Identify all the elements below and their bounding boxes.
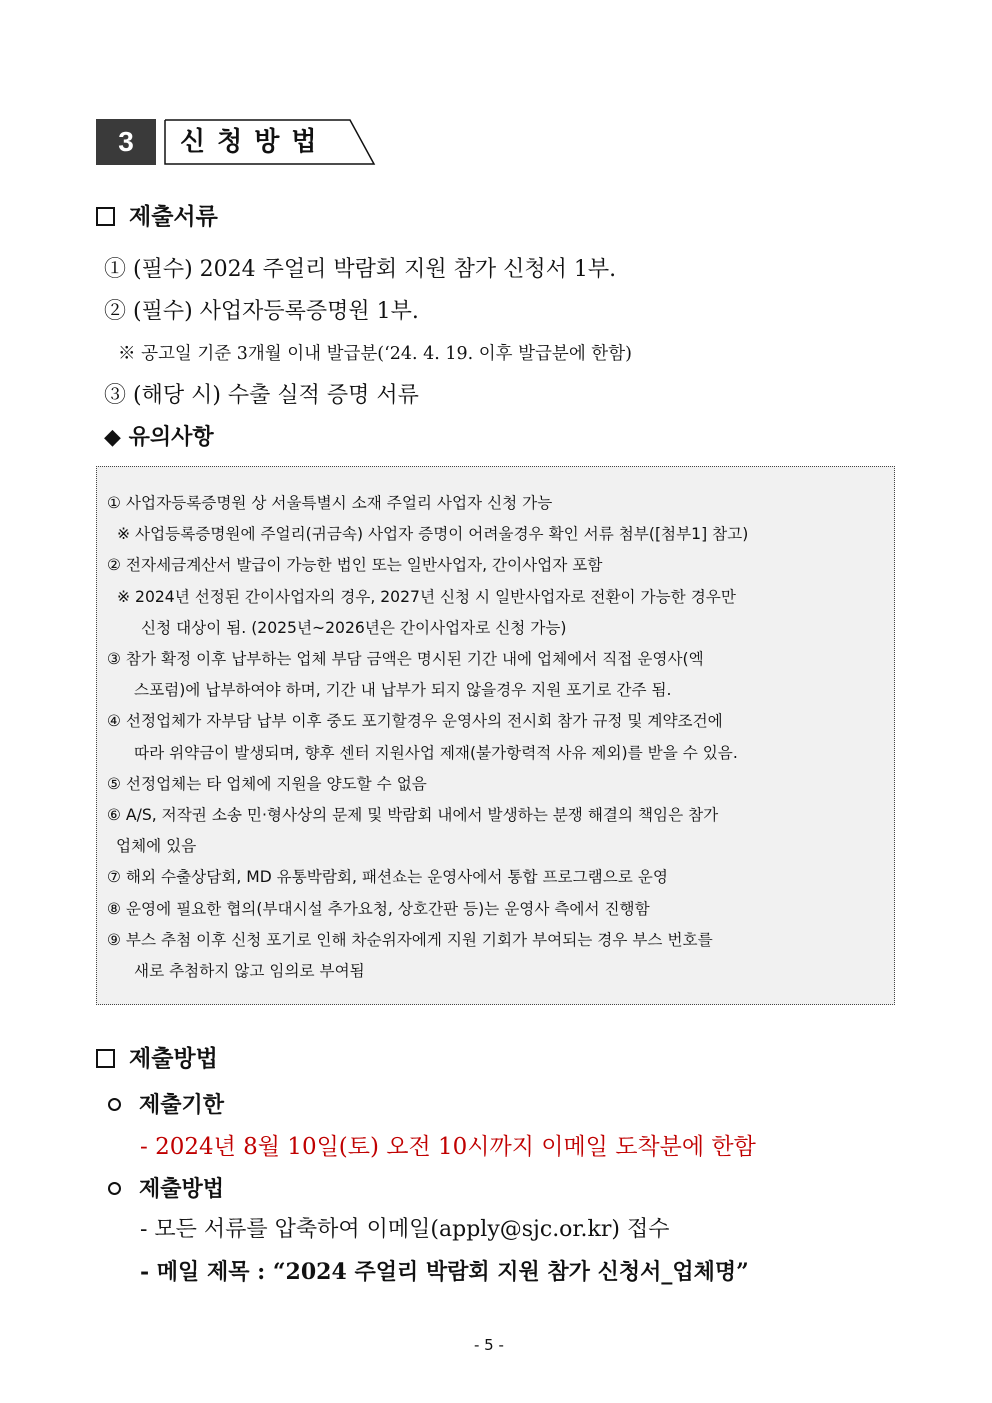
notice-line: ④ 선정업체가 자부담 납부 이후 중도 포기할경우 운영사의 전시회 참가 규정 및 계약조건에 [107, 712, 723, 730]
method-line-1: - 모든 서류를 압축하여 이메일(apply@sjc.or.kr) 접수 [140, 1217, 670, 1242]
checkbox-icon [96, 1049, 115, 1068]
notice-line: 따라 위약금이 발생되며, 향후 센터 지원사업 제재(불가항력적 사유 제외)를 받을 수 있음. [134, 744, 738, 762]
notice-line: 업체에 있음 [116, 837, 197, 855]
deadline-text: - 2024년 8월 10일(토) 오전 10시까지 이메일 도착분에 한함 [140, 1134, 756, 1160]
docs-item-note: ※ 공고일 기준 3개월 이내 발급분(‘24. 4. 19. 이후 발급분에 한함) [118, 344, 632, 364]
notice-line: ※ 2024년 선정된 간이사업자의 경우, 2027년 신청 시 일반사업자로 전환이 가능한 경우만 [117, 588, 736, 606]
notice-line: 새로 추첨하지 않고 임의로 부여됨 [134, 962, 365, 980]
deadline-label-row [108, 1088, 224, 1119]
notice-line: ⑧ 운영에 필요한 협의(부대시설 추가요청, 상호간판 등)는 운영사 측에서 진행함 [107, 900, 650, 918]
section-number: 3 [96, 119, 156, 165]
notice-box [96, 466, 895, 1005]
circle-bullet-icon [108, 1182, 121, 1195]
notice-line: ※ 사업등록증명원에 주얼리(귀금속) 사업자 증명이 어려울경우 확인 서류 첨부([첨부1] 참고) [117, 525, 749, 543]
notice-line: ⑦ 해외 수출상담회, MD 유통박람회, 패션쇼는 운영사에서 통합 프로그램으로 운영 [107, 868, 668, 886]
method-heading: 제출방법 [129, 1045, 218, 1072]
method-label-row [108, 1172, 224, 1203]
method-heading-row [96, 1040, 218, 1073]
notice-line: ⑨ 부스 추첨 이후 신청 포기로 인해 차순위자에게 지원 기회가 부여되는 경우 부스 번호를 [107, 931, 713, 949]
method-label: 제출방법 [139, 1176, 225, 1202]
notice-line: ③ 참가 확정 이후 납부하는 업체 부담 금액은 명시된 기간 내에 업체에서 직접 운영사(엑 [107, 650, 704, 668]
method-line-2: - 메일 제목 : “2024 주얼리 박람회 지원 참가 신청서_업체명” [140, 1259, 749, 1285]
checkbox-icon [96, 207, 115, 226]
docs-heading-row [96, 198, 218, 231]
notice-line: ⑥ A/S, 저작권 소송 민·형사상의 문제 및 박람회 내에서 발생하는 분쟁 해결의 책임은 참가 [107, 806, 719, 824]
section-title-box [164, 119, 376, 165]
notice-line: ② 전자세금계산서 발급이 가능한 법인 또는 일반사업자, 간이사업자 포함 [107, 556, 603, 574]
page-number: - 5 - [474, 1336, 504, 1354]
notice-line: 스포럼)에 납부하여야 하며, 기간 내 납부가 되지 않을경우 지원 포기로 간주 됨. [134, 681, 672, 699]
notice-line: ⑤ 선정업체는 타 업체에 지원을 양도할 수 없음 [107, 775, 427, 793]
notice-line: ① 사업자등록증명원 상 서울특별시 소재 주얼리 사업자 신청 가능 [107, 494, 553, 512]
docs-item-1: ① (필수) 2024 주얼리 박람회 지원 참가 신청서 1부. [104, 257, 617, 282]
deadline-label: 제출기한 [139, 1092, 225, 1118]
section-title: 신청방법 [180, 127, 329, 157]
docs-heading: 제출서류 [129, 203, 218, 230]
docs-item-3: ③ (해당 시) 수출 실적 증명 서류 [104, 383, 419, 408]
notice-line: 신청 대상이 됨. (2025년~2026년은 간이사업자로 신청 가능) [141, 619, 567, 637]
notice-heading: ◆ 유의사항 [104, 424, 214, 450]
docs-item-2: ② (필수) 사업자등록증명원 1부. [104, 299, 419, 324]
circle-bullet-icon [108, 1098, 121, 1111]
